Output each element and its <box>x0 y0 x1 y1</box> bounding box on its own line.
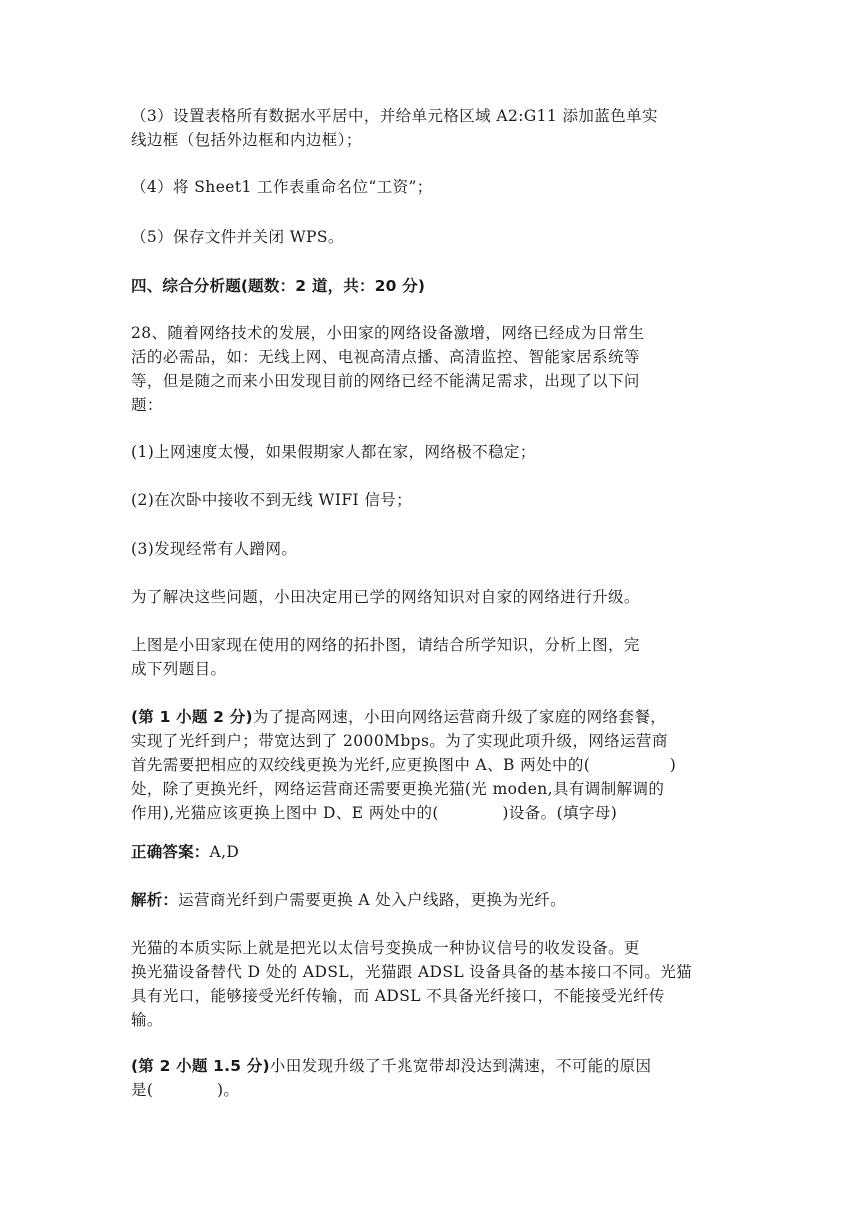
text-line: 等，但是随之而来小田发现目前的网络已经不能满足需求，出现了以下问 <box>131 372 640 390</box>
issue-3: (3)发现经常有人蹭网。 <box>131 540 298 558</box>
sub-question-2 <box>131 1054 731 1102</box>
text-line: 换光猫设备替代 D 处的 ADSL，光猫跟 ADSL 设备具备的基本接口不同。光猫 <box>131 963 693 981</box>
answer-value: A,D <box>209 843 240 861</box>
analysis <box>131 888 731 912</box>
analysis-label: 解析： <box>131 891 179 909</box>
text-line: 线边框（包括外边框和内边框）； <box>131 131 362 149</box>
sub-question-1 <box>131 705 731 825</box>
analysis-text: 运营商光纤到户需要更换 A 处入户线路，更换为光纤。 <box>178 891 567 909</box>
optical-cat-paragraph <box>131 936 731 1032</box>
text-line: 输。 <box>131 1011 163 1029</box>
step3-paragraph <box>131 104 731 152</box>
text-line: 首先需要把相应的双绞线更换为光纤,应更换图中 A、B 两处中的( ) <box>131 756 677 774</box>
question-28-paragraph <box>131 321 731 417</box>
answer-label: 正确答案： <box>131 843 210 861</box>
step4-paragraph: （4）将 Sheet1 工作表重命名位“工资”； <box>131 178 433 196</box>
sub-question-1-text: 为了提高网速，小田向网络运营商升级了家庭的网络套餐， <box>252 708 667 726</box>
text-line: 成下列题目。 <box>131 660 227 678</box>
issue-1: (1)上网速度太慢，如果假期家人都在家，网络极不稳定； <box>131 443 536 461</box>
text-line: 处，除了更换光纤，网络运营商还需要更换光猫(光 moden,具有调制解调的 <box>131 780 665 798</box>
text-line: 实现了光纤到户；带宽达到了 2000Mbps。为了实现此项升级，网络运营商 <box>131 732 668 750</box>
text-line: 题： <box>131 396 163 414</box>
text-line: 28、随着网络技术的发展，小田家的网络设备激增，网络已经成为日常生 <box>131 324 645 342</box>
step5-paragraph: （5）保存文件并关闭 WPS。 <box>131 228 344 246</box>
text-line <box>131 705 731 729</box>
sub-question-2-text: 小田发现升级了千兆宽带却没达到满速，不可能的原因 <box>269 1057 652 1075</box>
resolve-paragraph: 为了解决这些问题，小田决定用已学的网络知识对自家的网络进行升级。 <box>131 588 640 606</box>
text-line: 活的必需品，如：无线上网、电视高清点播、高清监控、智能家居系统等 <box>131 348 640 366</box>
sub-question-1-label: (第 1 小题 2 分) <box>131 708 253 726</box>
topology-paragraph <box>131 633 731 681</box>
text-line: 上图是小田家现在使用的网络的拓扑图，请结合所学知识，分析上图，完 <box>131 636 640 654</box>
issue-2: (2)在次卧中接收不到无线 WIFI 信号； <box>131 491 413 509</box>
text-line: 光猫的本质实际上就是把光以太信号变换成一种协议信号的收发设备。更 <box>131 939 640 957</box>
text-line: （3）设置表格所有数据水平居中，并给单元格区域 A2:G11 添加蓝色单实 <box>131 107 658 125</box>
text-line: 具有光口，能够接受光纤传输，而 ADSL 不具备光纤接口，不能接受光纤传 <box>131 987 665 1005</box>
section-heading: 四、综合分析题(题数：2 道，共：20 分) <box>131 277 426 295</box>
text-line: 是( )。 <box>131 1081 240 1099</box>
text-line <box>131 1054 731 1078</box>
sub-question-2-label: (第 2 小题 1.5 分) <box>131 1057 270 1075</box>
correct-answer <box>131 840 731 864</box>
text-line: 作用),光猫应该更换上图中 D、E 两处中的( )设备。(填字母) <box>131 804 618 822</box>
